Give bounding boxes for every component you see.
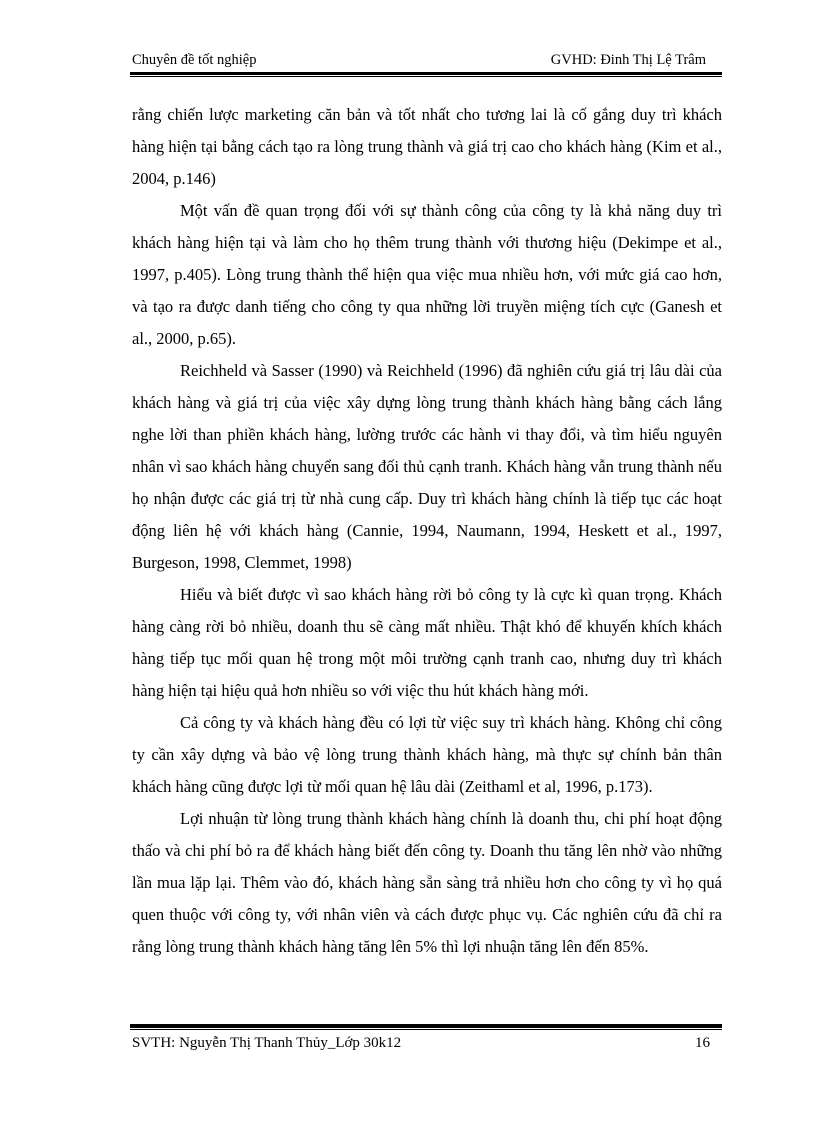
header-supervisor: GVHD: Đinh Thị Lệ Trâm	[550, 52, 706, 68]
header-rule	[130, 72, 722, 75]
paragraph: Lợi nhuận từ lòng trung thành khách hàng chính là doanh thu, chi phí hoạt động thấo và chi phí bỏ ra để khách hàng biết đến công ty. Doanh thu tăng lên nhờ vào những lần mua lặp lại. Thêm vào đó, khách hàng sẵn sàng trả nhiều hơn cho công ty vì họ quá quen thuộc với công ty, với nhân viên và cách được phục vụ. Các nghiên cứu đã chỉ ra rằng lòng trung thành khách hàng tăng lên 5% thì lợi nhuận tăng lên đến 85%.	[132, 809, 722, 956]
footer-student-info: SVTH: Nguyễn Thị Thanh Thủy_Lớp 30k12	[132, 1035, 402, 1051]
paragraph: Một vấn đề quan trọng đối với sự thành công của công ty là khả năng duy trì khách hàng hiện tại và làm cho họ thêm trung thành với thương hiệu (Dekimpe et al., 1997, p.405). Lòng trung thành thể hiện qua việc mua nhiều hơn, với mức giá cao hơn, và tạo ra được danh tiếng cho công ty qua những lời truyền miệng tích cực (Ganesh et al., 2000, p.65).	[132, 201, 722, 348]
paragraph: Hiểu và biết được vì sao khách hàng rời bỏ công ty là cực kì quan trọng. Khách hàng càng rời bỏ nhiều, doanh thu sẽ càng mất nhiều. Thật khó để khuyến khích khách hàng tiếp tục mối quan hệ trong một môi trường cạnh tranh cao, nhưng duy trì khách hàng hiện tại hiệu quả hơn nhiều so với việc thu hút khách hàng mới.	[132, 585, 722, 700]
page-header	[132, 52, 706, 72]
body-text	[132, 99, 722, 963]
page-number: 16	[695, 1035, 710, 1051]
header-document-title: Chuyên đề tốt nghiệp	[132, 52, 257, 68]
header-rule-thin	[130, 76, 722, 77]
footer-rule-thin	[130, 1029, 722, 1030]
footer-rule	[130, 1024, 722, 1028]
paragraph: Cả công ty và khách hàng đều có lợi từ việc suy trì khách hàng. Không chỉ công ty cần xây dựng và bảo vệ lòng trung thành khách hàng, mà thực sự chính bản thân khách hàng cũng được lợi từ mối quan hệ lâu dài (Zeithaml et al, 1996, p.173).	[132, 713, 722, 796]
page-footer	[132, 1035, 710, 1055]
paragraph: Reichheld và Sasser (1990) và Reichheld (1996) đã nghiên cứu giá trị lâu dài của khách hàng và giá trị của việc xây dựng lòng trung thành khách hàng bằng cách lắng nghe lời than phiền khách hàng, lường trước các hành vi thay đổi, và tìm hiểu nguyên nhân vì sao khách hàng chuyển sang đối thủ cạnh tranh. Khách hàng vẫn trung thành nếu họ nhận được các giá trị từ nhà cung cấp. Duy trì khách hàng chính là tiếp tục các hoạt động liên hệ với khách hàng (Cannie, 1994, Naumann, 1994, Heskett et al., 1997, Burgeson, 1998, Clemmet, 1998)	[132, 361, 722, 572]
paragraph-continuation: rằng chiến lược marketing căn bản và tốt nhất cho tương lai là cố gắng duy trì khách hàng hiện tại bằng cách tạo ra lòng trung thành và giá trị cao cho khách hàng (Kim et al., 2004, p.146)	[132, 105, 722, 188]
